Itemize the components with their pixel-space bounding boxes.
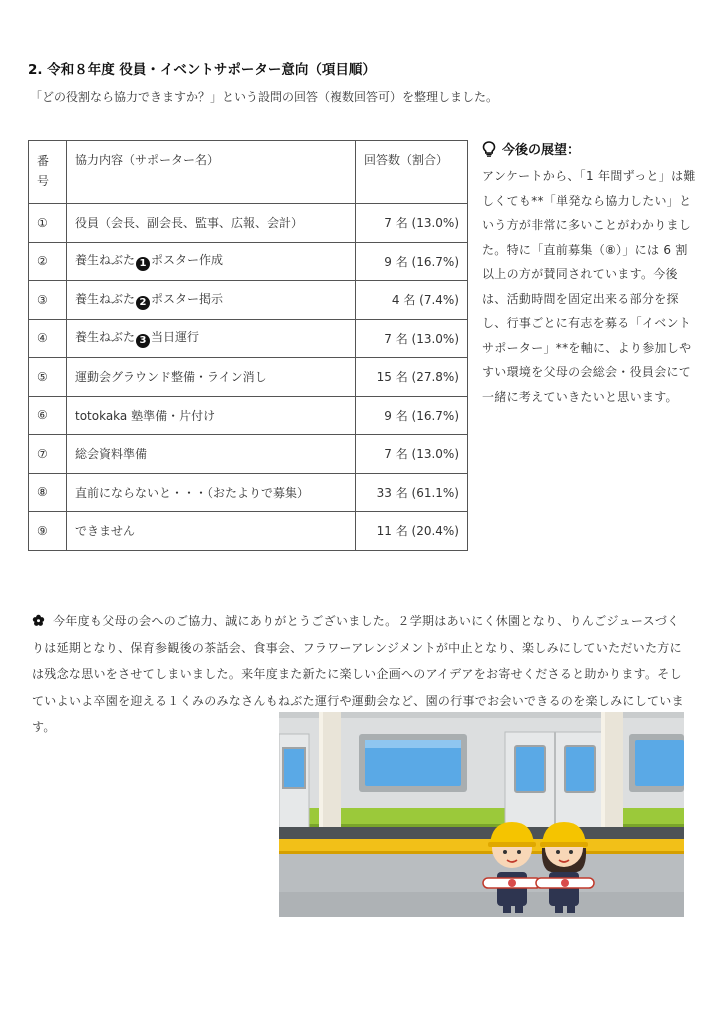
row-content	[67, 435, 356, 474]
header-count: 回答数（割合）	[356, 141, 468, 204]
row-number: ①	[29, 204, 67, 243]
intro-text: 「どの役割なら協力できますか？」という設問の回答（複数回答可）を整理しました。	[30, 90, 499, 104]
row-content-text: 養生ねぶた	[75, 253, 136, 268]
row-content-text: できません	[75, 524, 136, 539]
header-num	[29, 141, 67, 204]
row-number: ⑦	[29, 435, 67, 474]
row-content	[67, 512, 356, 551]
lightbulb-icon	[482, 141, 496, 157]
circled-number-badge: 1	[136, 257, 150, 271]
table-row	[29, 281, 468, 320]
row-content	[67, 204, 356, 243]
row-count: 15 名 (27.8%)	[356, 358, 468, 397]
row-content	[67, 319, 356, 358]
row-content-text: 養生ねぶた	[75, 291, 136, 306]
row-content	[67, 281, 356, 320]
row-content	[67, 473, 356, 512]
row-count: 4 名 (7.4%)	[356, 281, 468, 320]
row-number: ③	[29, 281, 67, 320]
row-number: ⑨	[29, 512, 67, 551]
table-row	[29, 512, 468, 551]
section-heading: 2. 令和８年度 役員・イベントサポーター意向（項目順）	[28, 62, 376, 78]
row-count: 9 名 (16.7%)	[356, 396, 468, 435]
train-children-illustration	[279, 712, 684, 917]
table-row	[29, 242, 468, 281]
row-content-suffix: ポスター掲示	[151, 291, 224, 306]
row-count: 11 名 (20.4%)	[356, 512, 468, 551]
row-content	[67, 358, 356, 397]
outlook-title-text: 今後の展望：	[502, 143, 581, 158]
row-number: ④	[29, 319, 67, 358]
row-content-text: 運動会グラウンド整備・ライン消し	[75, 370, 267, 385]
row-number: ⑥	[29, 396, 67, 435]
row-content-text: 養生ねぶた	[75, 330, 136, 345]
outlook-body: アンケートから、「1 年間ずっと」は難しくても**「単発なら協力したい」という方が非常に多いことがわかりました。特に「直前募集（⑧）」には 6 割以上の方が賛同されています。今後は、活動時間を固定出来る部分を探し、行事ごとに有志を募る「イベントサポーター」**を軸に、より参加しやすい環境を父母の会総会・役員会にて一緒に考えていきたいと思います。	[482, 169, 696, 404]
row-number: ⑤	[29, 358, 67, 397]
table-row	[29, 204, 468, 243]
header-num-label: 番号	[37, 154, 50, 188]
header-content: 協力内容（サポーター名）	[67, 141, 356, 204]
row-content	[67, 396, 356, 435]
table-header-row	[29, 141, 468, 204]
row-number: ⑧	[29, 473, 67, 512]
row-count: 33 名 (61.1%)	[356, 473, 468, 512]
row-number: ②	[29, 242, 67, 281]
table-row	[29, 473, 468, 512]
row-count: 7 名 (13.0%)	[356, 435, 468, 474]
illustration-svg	[279, 712, 684, 917]
table-row	[29, 358, 468, 397]
table-row	[29, 396, 468, 435]
circled-number-badge: 3	[136, 334, 150, 348]
flower-icon	[32, 614, 45, 627]
row-content	[67, 242, 356, 281]
row-content-suffix: ポスター作成	[151, 253, 224, 268]
row-count: 9 名 (16.7%)	[356, 242, 468, 281]
row-content-text: 総会資料準備	[75, 447, 148, 462]
thanks-text: 今年度も父母の会へのご協力、誠にありがとうございました。２学期はあいにく休園となり、りんごジュースづくりは延期となり、保育参観後の茶話会、食事会、フラワーアレンジメントが中止となり、楽しみにしていただいた方には残念な思いをさせてしまいました。来年度また新たに楽しい企画へのアイデアをお寄せくださると助かります。そしていよいよ卒園を迎える１くみのみなさんもねぶた運行や運動会など、園の行事でお会いできるのを楽しみにしています。	[32, 614, 684, 734]
table-row	[29, 435, 468, 474]
outlook-title	[482, 139, 580, 158]
circled-number-badge: 2	[136, 296, 150, 310]
row-count: 7 名 (13.0%)	[356, 204, 468, 243]
row-content-suffix: 当日運行	[151, 330, 200, 345]
row-content-text: 役員（会長、副会長、監事、広報、会計）	[75, 216, 304, 231]
row-content-text: totokaka 塾準備・片付け	[75, 408, 216, 423]
table-row	[29, 319, 468, 358]
row-count: 7 名 (13.0%)	[356, 319, 468, 358]
row-content-text: 直前にならないと・・・（おたよりで募集）	[75, 485, 310, 500]
survey-table	[28, 140, 468, 551]
